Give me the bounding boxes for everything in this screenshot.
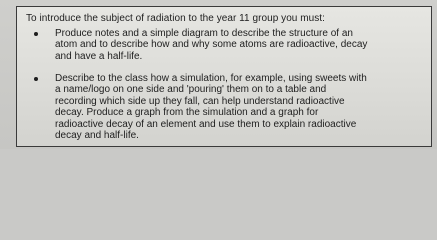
list-item [55, 28, 427, 62]
item-line: atom and to describe how and why some atoms are radioactive, decay [55, 39, 368, 51]
item-line: decay and half-life. [55, 130, 139, 142]
item-line: recording which side up they fall, can help understand radioactive [55, 95, 345, 107]
list-item [55, 73, 427, 141]
item-line: Describe to the class how a simulation, for example, using sweets with [55, 73, 367, 84]
item-line: and have a half-life. [55, 50, 143, 62]
item-line: radioactive decay of an element and use them to explain radioactive [55, 118, 357, 130]
intro-text: To introduce the subject of radiation to the year 11 group you must: [26, 13, 325, 24]
item-line: a name/logo on one side and 'pouring' them on to a table and [55, 84, 327, 96]
item-line: Produce notes and a simple diagram to describe the structure of an [55, 28, 353, 39]
bullet-icon [34, 77, 38, 81]
task-box [16, 6, 432, 147]
item-line: decay. Produce a graph from the simulation and a graph for [55, 107, 319, 119]
bullet-icon [34, 32, 38, 36]
